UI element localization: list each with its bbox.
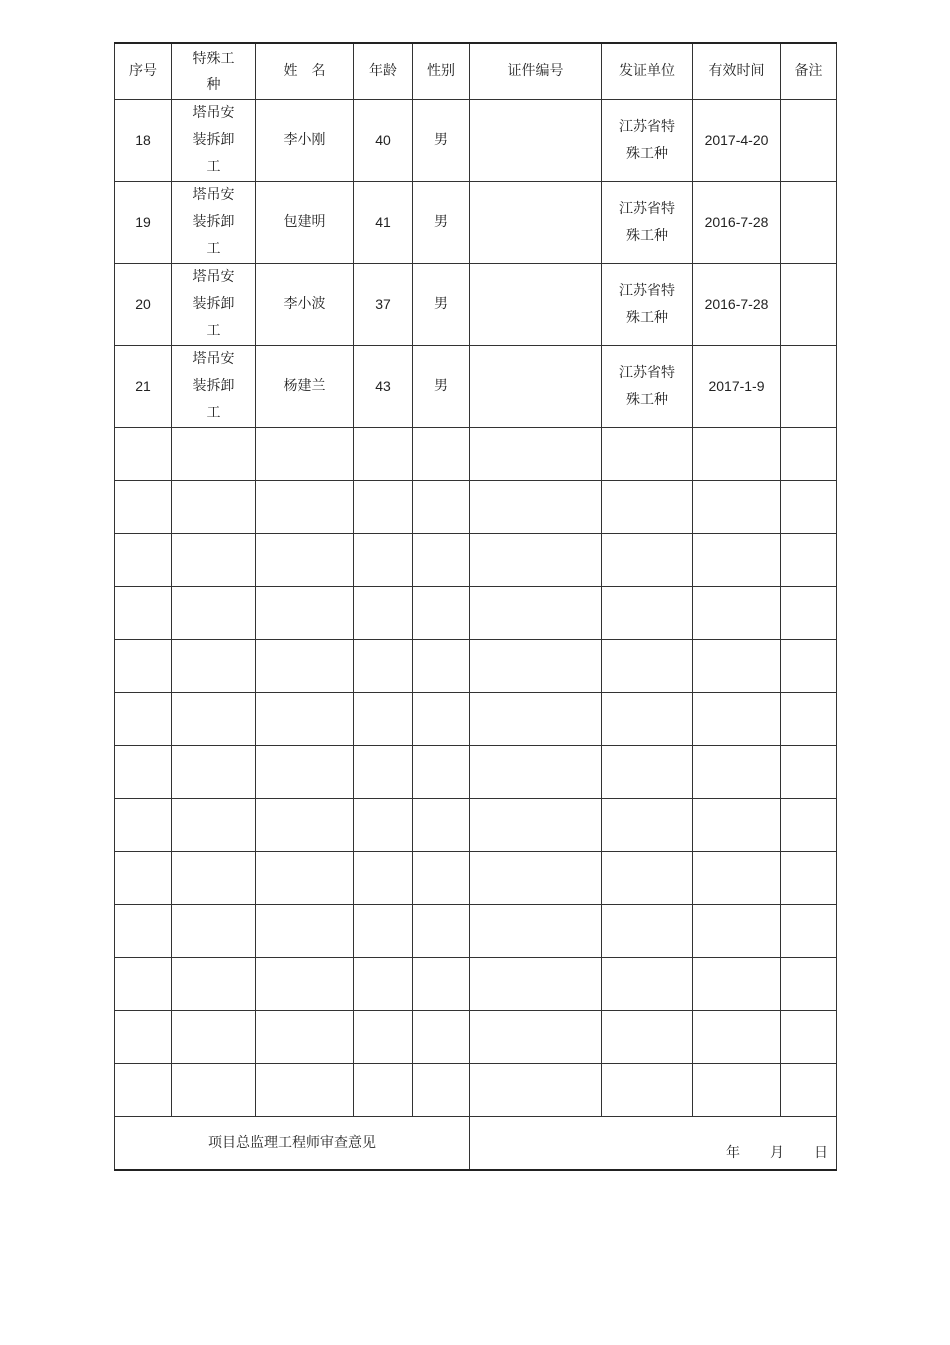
cell-issuer-line: 殊工种 <box>626 391 668 408</box>
cell-trade[interactable] <box>172 958 256 1011</box>
cell-trade-line: 塔吊安 <box>192 105 235 121</box>
cell-cert-no[interactable] <box>470 640 602 693</box>
cell-issuer[interactable] <box>602 534 693 587</box>
cell-seq[interactable] <box>115 799 172 852</box>
cell-cert-no[interactable] <box>470 693 602 746</box>
empty-table-row <box>115 905 837 958</box>
cell-seq[interactable] <box>115 481 172 534</box>
cell-age: 40 <box>354 100 413 182</box>
cell-cert-no[interactable] <box>470 100 602 182</box>
table-row <box>115 100 837 182</box>
cell-trade[interactable] <box>172 1011 256 1064</box>
cell-valid[interactable] <box>693 534 781 587</box>
cell-trade[interactable] <box>172 905 256 958</box>
empty-table-row <box>115 1064 837 1117</box>
cell-remark[interactable] <box>781 346 837 428</box>
cell-name: 李小刚 <box>256 100 354 182</box>
empty-table-row <box>115 640 837 693</box>
header-gender: 性别 <box>413 43 470 100</box>
cell-trade-line: 塔吊安 <box>192 351 235 367</box>
cell-cert-no[interactable] <box>470 182 602 264</box>
cell-cert-no[interactable] <box>470 799 602 852</box>
cell-trade[interactable] <box>172 640 256 693</box>
empty-table-row <box>115 481 837 534</box>
personnel-table <box>114 42 837 1171</box>
cell-gender[interactable] <box>413 693 470 746</box>
cell-issuer-line: 江苏省特 <box>619 200 675 217</box>
cell-trade-line: 工 <box>206 323 221 339</box>
empty-table-row <box>115 428 837 481</box>
cell-age[interactable] <box>354 534 413 587</box>
cell-trade[interactable] <box>172 852 256 905</box>
cell-issuer[interactable] <box>602 852 693 905</box>
cell-gender[interactable] <box>413 1064 470 1117</box>
cell-gender: 男 <box>413 346 470 428</box>
date-year-label: 年 <box>726 1145 740 1161</box>
cell-gender[interactable] <box>413 640 470 693</box>
cell-cert-no[interactable] <box>470 905 602 958</box>
cell-age[interactable] <box>354 1011 413 1064</box>
cell-age[interactable] <box>354 693 413 746</box>
cell-name[interactable] <box>256 905 354 958</box>
cell-cert-no[interactable] <box>470 587 602 640</box>
cell-gender[interactable] <box>413 905 470 958</box>
cell-trade-line: 工 <box>206 159 221 175</box>
cell-name[interactable] <box>256 1064 354 1117</box>
cell-issuer <box>602 182 693 264</box>
cell-gender[interactable] <box>413 1011 470 1064</box>
date-month-label: 月 <box>770 1145 784 1161</box>
cell-cert-no[interactable] <box>470 852 602 905</box>
cell-gender[interactable] <box>413 746 470 799</box>
cell-name[interactable] <box>256 481 354 534</box>
cell-name[interactable] <box>256 799 354 852</box>
cell-trade-line: 塔吊安 <box>192 269 235 285</box>
cell-trade[interactable] <box>172 428 256 481</box>
cell-valid[interactable] <box>693 1064 781 1117</box>
cell-issuer[interactable] <box>602 693 693 746</box>
cell-age[interactable] <box>354 799 413 852</box>
cell-age: 43 <box>354 346 413 428</box>
cell-issuer[interactable] <box>602 799 693 852</box>
cell-valid[interactable] <box>693 852 781 905</box>
cell-remark[interactable] <box>781 746 837 799</box>
cell-trade-line: 装拆卸 <box>192 214 235 230</box>
header-cert-no: 证件编号 <box>470 43 602 100</box>
cell-cert-no[interactable] <box>470 534 602 587</box>
table-row <box>115 264 837 346</box>
cell-remark[interactable] <box>781 799 837 852</box>
empty-table-row <box>115 534 837 587</box>
cell-cert-no[interactable] <box>470 346 602 428</box>
cell-gender[interactable] <box>413 958 470 1011</box>
cell-valid[interactable] <box>693 428 781 481</box>
cell-trade-line: 塔吊安 <box>192 187 235 203</box>
cell-issuer <box>602 100 693 182</box>
cell-remark[interactable] <box>781 640 837 693</box>
cell-age[interactable] <box>354 428 413 481</box>
cell-gender: 男 <box>413 100 470 182</box>
cell-name[interactable] <box>256 428 354 481</box>
header-row <box>115 43 837 100</box>
cell-issuer[interactable] <box>602 1064 693 1117</box>
cell-remark[interactable] <box>781 182 837 264</box>
cell-valid[interactable] <box>693 1011 781 1064</box>
cell-remark[interactable] <box>781 693 837 746</box>
cell-cert-no[interactable] <box>470 1064 602 1117</box>
cell-trade <box>172 100 256 182</box>
cell-age[interactable] <box>354 905 413 958</box>
cell-valid[interactable] <box>693 958 781 1011</box>
cell-remark[interactable] <box>781 1011 837 1064</box>
cell-seq: 18 <box>115 100 172 182</box>
cell-gender[interactable] <box>413 534 470 587</box>
cell-cert-no[interactable] <box>470 958 602 1011</box>
header-name: 姓 名 <box>256 43 354 100</box>
cell-gender[interactable] <box>413 799 470 852</box>
cell-seq: 20 <box>115 264 172 346</box>
cell-issuer[interactable] <box>602 905 693 958</box>
cell-name[interactable] <box>256 852 354 905</box>
cell-cert-no[interactable] <box>470 264 602 346</box>
cell-trade[interactable] <box>172 1064 256 1117</box>
cell-age: 41 <box>354 182 413 264</box>
cell-seq[interactable] <box>115 587 172 640</box>
empty-table-row <box>115 693 837 746</box>
cell-valid: 2016-7-28 <box>693 182 781 264</box>
cell-trade[interactable] <box>172 481 256 534</box>
table-row <box>115 182 837 264</box>
cell-valid[interactable] <box>693 746 781 799</box>
cell-seq: 21 <box>115 346 172 428</box>
review-label: 项目总监理工程师审查意见 <box>115 1117 470 1171</box>
table-row <box>115 346 837 428</box>
cell-remark[interactable] <box>781 587 837 640</box>
header-remark: 备注 <box>781 43 837 100</box>
cell-issuer[interactable] <box>602 481 693 534</box>
cell-issuer <box>602 346 693 428</box>
cell-cert-no[interactable] <box>470 746 602 799</box>
review-date <box>726 1140 828 1167</box>
cell-name[interactable] <box>256 1011 354 1064</box>
cell-trade[interactable] <box>172 534 256 587</box>
cell-name[interactable] <box>256 693 354 746</box>
cell-gender: 男 <box>413 182 470 264</box>
cell-issuer-line: 江苏省特 <box>619 364 675 381</box>
cell-trade-line: 装拆卸 <box>192 132 235 148</box>
empty-table-row <box>115 852 837 905</box>
cell-valid: 2017-1-9 <box>693 346 781 428</box>
cell-seq[interactable] <box>115 428 172 481</box>
cell-seq[interactable] <box>115 746 172 799</box>
cell-gender[interactable] <box>413 481 470 534</box>
cell-gender[interactable] <box>413 428 470 481</box>
cell-gender: 男 <box>413 264 470 346</box>
cell-seq[interactable] <box>115 905 172 958</box>
header-trade <box>172 43 256 100</box>
cell-trade[interactable] <box>172 693 256 746</box>
header-seq: 序号 <box>115 43 172 100</box>
cell-remark[interactable] <box>781 100 837 182</box>
cell-trade <box>172 182 256 264</box>
cell-age[interactable] <box>354 1064 413 1117</box>
empty-table-row <box>115 799 837 852</box>
cell-issuer[interactable] <box>602 587 693 640</box>
cell-trade-line: 工 <box>206 405 221 421</box>
date-day-label: 日 <box>814 1145 828 1161</box>
cell-issuer-line: 殊工种 <box>626 145 668 162</box>
cell-issuer-line: 江苏省特 <box>619 282 675 299</box>
cell-remark[interactable] <box>781 264 837 346</box>
cell-trade[interactable] <box>172 746 256 799</box>
review-opinion-cell[interactable] <box>470 1117 837 1171</box>
cell-issuer <box>602 264 693 346</box>
cell-seq[interactable] <box>115 852 172 905</box>
cell-seq: 19 <box>115 182 172 264</box>
cell-age[interactable] <box>354 852 413 905</box>
cell-trade[interactable] <box>172 587 256 640</box>
cell-name[interactable] <box>256 640 354 693</box>
cell-issuer[interactable] <box>602 746 693 799</box>
cell-trade <box>172 346 256 428</box>
cell-seq[interactable] <box>115 1011 172 1064</box>
cell-name[interactable] <box>256 958 354 1011</box>
cell-valid[interactable] <box>693 905 781 958</box>
cell-issuer[interactable] <box>602 958 693 1011</box>
cell-remark[interactable] <box>781 905 837 958</box>
cell-seq[interactable] <box>115 693 172 746</box>
cell-name[interactable] <box>256 746 354 799</box>
cell-valid[interactable] <box>693 481 781 534</box>
cell-issuer-line: 殊工种 <box>626 309 668 326</box>
cell-name: 杨建兰 <box>256 346 354 428</box>
cell-cert-no[interactable] <box>470 481 602 534</box>
header-trade-line2: 种 <box>206 76 221 93</box>
cell-remark[interactable] <box>781 428 837 481</box>
cell-seq[interactable] <box>115 640 172 693</box>
cell-issuer-line: 江苏省特 <box>619 118 675 135</box>
cell-age[interactable] <box>354 481 413 534</box>
cell-seq[interactable] <box>115 958 172 1011</box>
cell-gender[interactable] <box>413 587 470 640</box>
header-valid: 有效时间 <box>693 43 781 100</box>
cell-remark[interactable] <box>781 958 837 1011</box>
cell-remark[interactable] <box>781 1064 837 1117</box>
cell-cert-no[interactable] <box>470 428 602 481</box>
empty-table-row <box>115 587 837 640</box>
cell-name: 李小波 <box>256 264 354 346</box>
cell-remark[interactable] <box>781 534 837 587</box>
cell-issuer[interactable] <box>602 428 693 481</box>
cell-remark[interactable] <box>781 481 837 534</box>
cell-valid[interactable] <box>693 693 781 746</box>
cell-valid[interactable] <box>693 587 781 640</box>
cell-trade[interactable] <box>172 799 256 852</box>
cell-age: 37 <box>354 264 413 346</box>
empty-table-row <box>115 958 837 1011</box>
cell-trade-line: 装拆卸 <box>192 378 235 394</box>
review-row <box>115 1117 837 1171</box>
cell-name[interactable] <box>256 534 354 587</box>
cell-trade <box>172 264 256 346</box>
cell-remark[interactable] <box>781 852 837 905</box>
cell-age[interactable] <box>354 640 413 693</box>
cell-seq[interactable] <box>115 1064 172 1117</box>
cell-gender[interactable] <box>413 852 470 905</box>
cell-issuer[interactable] <box>602 1011 693 1064</box>
header-trade-line1: 特殊工 <box>192 50 235 67</box>
cell-name[interactable] <box>256 587 354 640</box>
cell-age[interactable] <box>354 587 413 640</box>
cell-valid: 2016-7-28 <box>693 264 781 346</box>
cell-issuer[interactable] <box>602 640 693 693</box>
header-issuer: 发证单位 <box>602 43 693 100</box>
cell-age[interactable] <box>354 746 413 799</box>
header-age: 年龄 <box>354 43 413 100</box>
cell-age[interactable] <box>354 958 413 1011</box>
cell-trade-line: 装拆卸 <box>192 296 235 312</box>
cell-seq[interactable] <box>115 534 172 587</box>
cell-trade-line: 工 <box>206 241 221 257</box>
empty-table-row <box>115 1011 837 1064</box>
empty-table-row <box>115 746 837 799</box>
cell-valid[interactable] <box>693 799 781 852</box>
cell-valid[interactable] <box>693 640 781 693</box>
cell-name: 包建明 <box>256 182 354 264</box>
cell-issuer-line: 殊工种 <box>626 227 668 244</box>
cell-valid: 2017-4-20 <box>693 100 781 182</box>
cell-cert-no[interactable] <box>470 1011 602 1064</box>
